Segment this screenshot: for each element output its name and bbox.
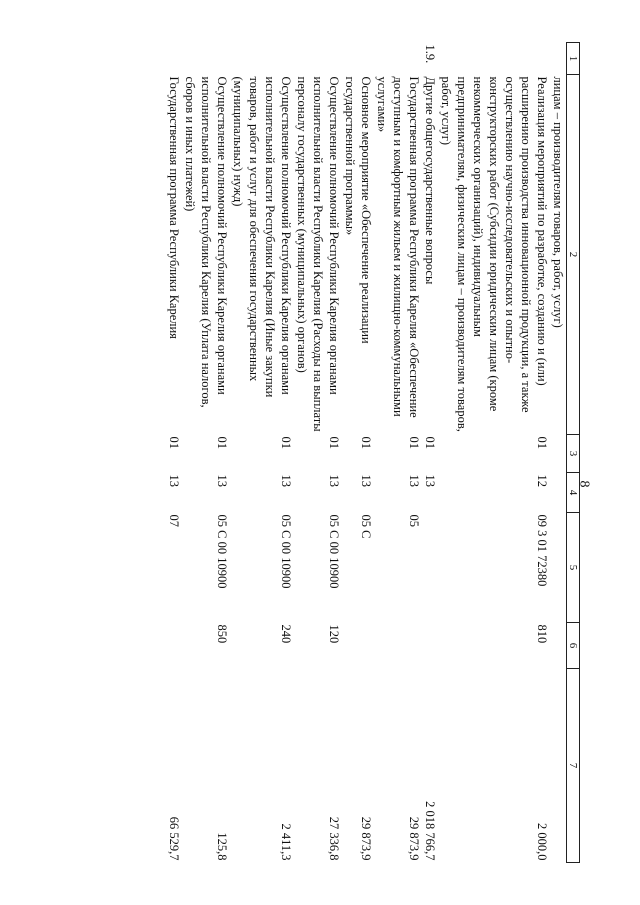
- row-section: 01: [215, 436, 229, 449]
- row-subsection: 13: [279, 474, 293, 487]
- row-name: Государственная программа Республики Карелия «Обеспечение доступным и комфортным жильем и жилищно-коммунальными услугами»: [375, 76, 421, 418]
- row-sum: 27 336,8: [327, 816, 341, 861]
- row-target-article: 09 3 01 72380: [535, 514, 549, 587]
- table-row: [422, 43, 438, 863]
- table-row: [294, 43, 342, 863]
- row-expense-type: 810: [535, 624, 549, 644]
- row-name: Осуществление полномочий Республики Карелия органами исполнительной власти Республики Карелия (Уплата налогов, сборов и иных платежей): [183, 76, 229, 408]
- row-subsection: 13: [423, 474, 437, 487]
- row-sum: 66 529,7: [167, 816, 181, 861]
- row-expense-type: 850: [215, 624, 229, 644]
- row-section: [550, 435, 567, 473]
- row-sum: 2 411,3: [279, 823, 293, 861]
- row-number: [550, 43, 567, 75]
- row-subsection: 13: [327, 474, 341, 487]
- page-number: 8: [576, 480, 592, 488]
- row-subsection: 12: [535, 474, 549, 487]
- row-expense-type: [422, 623, 438, 669]
- row-target-article: 05: [407, 514, 421, 527]
- table-row: [342, 43, 374, 863]
- row-target-article: [550, 513, 567, 623]
- row-subsection: 13: [359, 474, 373, 487]
- row-name: Осуществление полномочий Республики Карелия органами исполнительной власти Республики Карелия (Иные закупки товаров, работ и услуг для обеспечения государственных (муниципальных) нужд): [231, 76, 293, 398]
- row-section: 01: [407, 436, 421, 449]
- row-sum: 29 873,9: [359, 816, 373, 861]
- row-target-article: 07: [167, 514, 181, 527]
- rotated-table-page: [60, 42, 580, 862]
- row-section: 01: [423, 436, 437, 449]
- table-row: [550, 43, 567, 863]
- row-name: Другие общегосударственные вопросы: [423, 76, 437, 285]
- row-target-article: 05 С 00 10900: [279, 514, 293, 589]
- row-section: 01: [279, 436, 293, 449]
- row-name: Государственная программа Республики Карелия: [167, 76, 181, 339]
- table-row: [166, 43, 182, 863]
- row-section: 01: [327, 436, 341, 449]
- header-row: [567, 43, 580, 863]
- row-sum: [550, 669, 567, 863]
- row-expense-type: [550, 623, 567, 669]
- table-row: [374, 43, 422, 863]
- header-col-6: 6: [567, 623, 580, 669]
- header-col-7: 7: [567, 669, 580, 863]
- row-section: 01: [359, 436, 373, 449]
- row-number: [294, 43, 342, 75]
- row-name: Основное мероприятие «Обеспечение реализации государственной программы»: [343, 76, 373, 344]
- row-number: [438, 43, 550, 75]
- row-expense-type: 120: [327, 624, 341, 644]
- row-name: лицам – производителям товаров, работ, услуг): [551, 76, 565, 328]
- row-number: [374, 43, 422, 75]
- row-target-article: 05 С: [359, 514, 373, 539]
- row-sum: 125,8: [215, 832, 229, 861]
- header-col-4: 4: [567, 473, 580, 513]
- row-number: [182, 43, 230, 75]
- row-expense-type: [166, 623, 182, 669]
- row-expense-type: [342, 623, 374, 669]
- row-sum: 2 018 766,7: [423, 801, 437, 861]
- row-target-article: [422, 513, 438, 623]
- row-number: 1.9.: [423, 44, 437, 64]
- row-sum: 2 000,0: [535, 823, 549, 861]
- table-row: [438, 43, 550, 863]
- row-name: Осуществление полномочий Республики Карелия органами исполнительной власти Республики Карелия (Расходы на выплаты персоналу государственных (муниципальных) органов): [295, 76, 341, 432]
- row-section: 01: [167, 436, 181, 449]
- row-section: 01: [535, 436, 549, 449]
- budget-table: [166, 42, 580, 863]
- row-name: Реализация мероприятий по разработке, созданию и (или) расширению производства инновационной продукции, а также осуществлению научно-исследовательских и опытно-конструкторских работ (Субсидии юридическим лицам (кроме некоммерческих организаций), индивидуальным предпринимателям, физическим лицам – производителям товаров, работ, услуг): [439, 76, 549, 432]
- row-target-article: 05 С 00 10900: [215, 514, 229, 589]
- row-number: [230, 43, 294, 75]
- table-row: [182, 43, 230, 863]
- row-subsection: 13: [407, 474, 421, 487]
- table-row: [230, 43, 294, 863]
- header-col-5: 5: [567, 513, 580, 623]
- row-target-article: 05 С 00 10900: [327, 514, 341, 589]
- row-subsection: [550, 473, 567, 513]
- row-number: [166, 43, 182, 75]
- header-col-3: 3: [567, 435, 580, 473]
- header-col-1: 1: [567, 43, 580, 75]
- row-subsection: 13: [167, 474, 181, 487]
- row-number: [342, 43, 374, 75]
- header-col-2: 2: [567, 75, 580, 435]
- row-sum: 29 873,9: [407, 816, 421, 861]
- row-expense-type: [374, 623, 422, 669]
- row-subsection: 13: [215, 474, 229, 487]
- row-expense-type: 240: [279, 624, 293, 644]
